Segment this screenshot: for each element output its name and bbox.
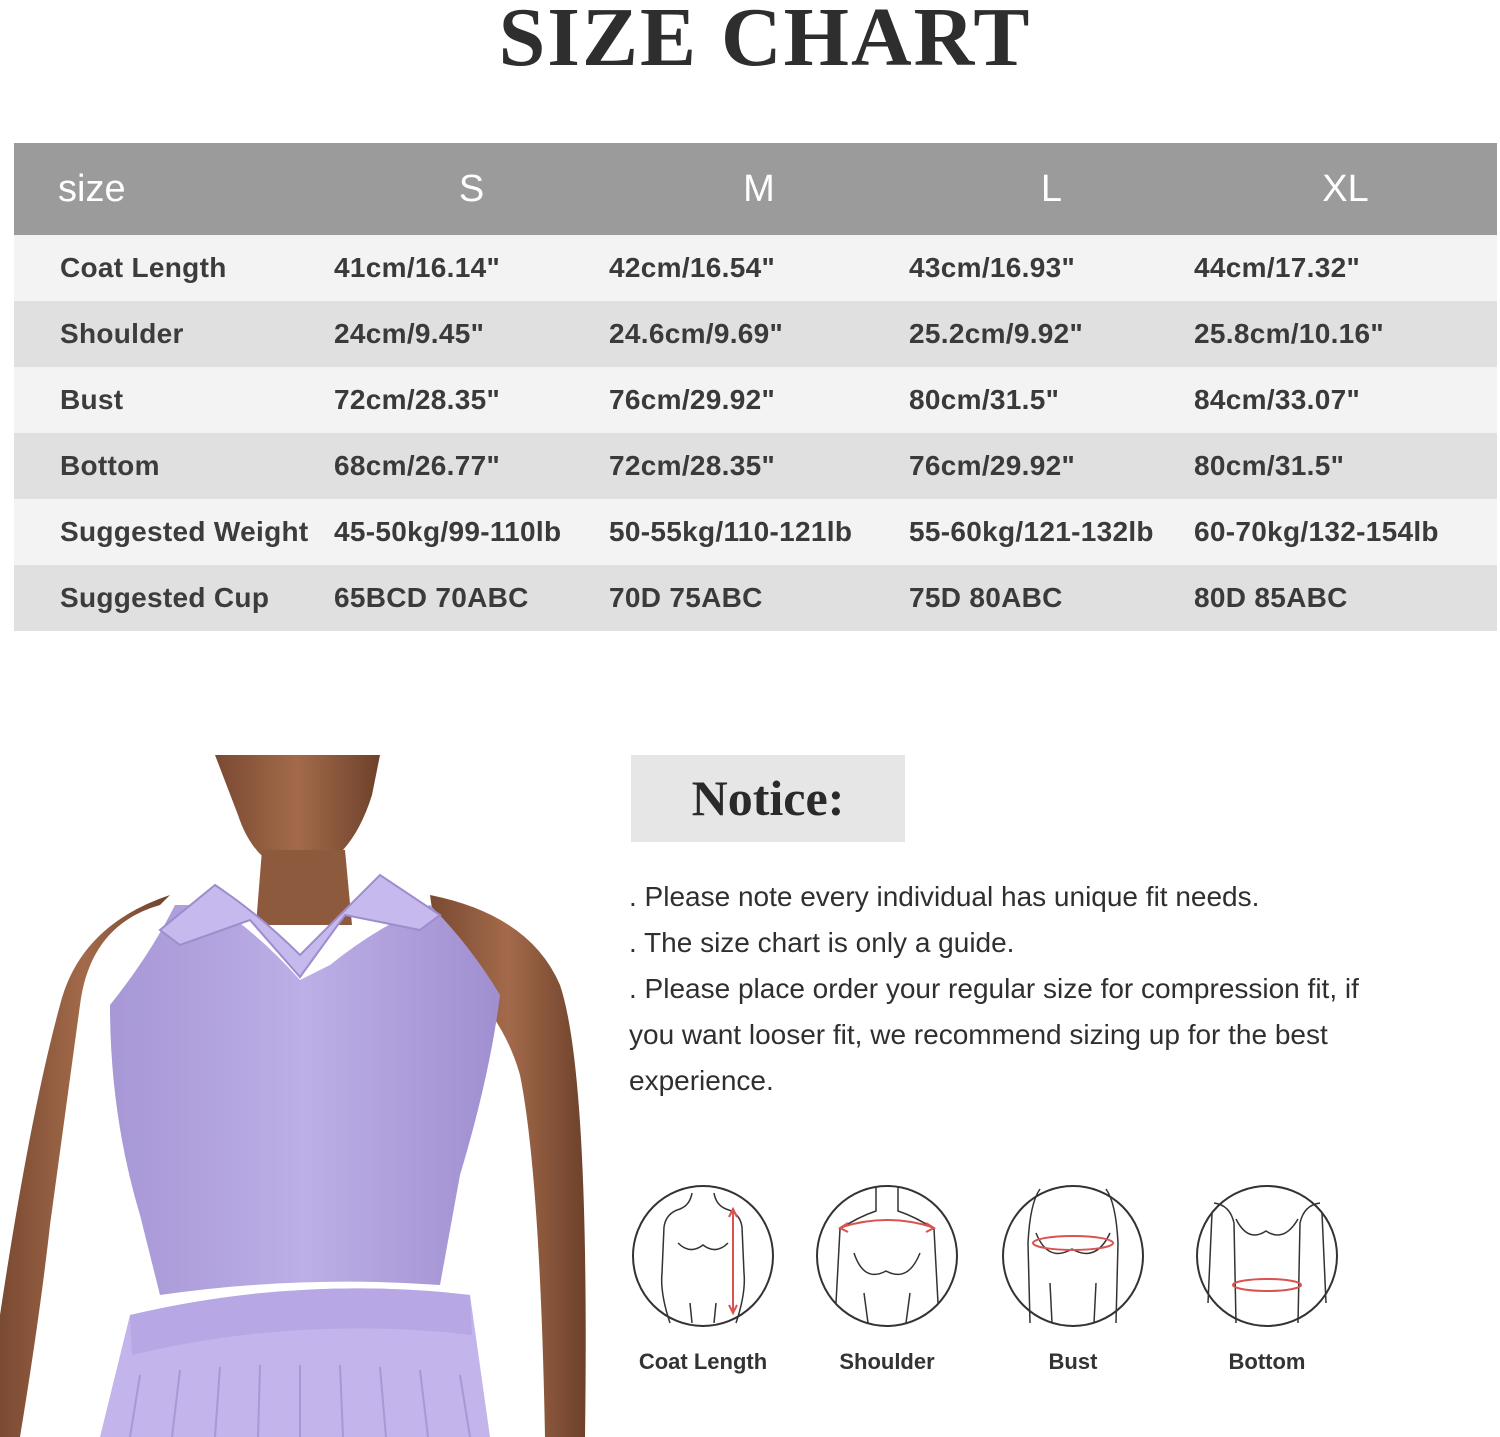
measure-bottom xyxy=(1172,1183,1362,1375)
measure-coat-length xyxy=(608,1183,798,1375)
bottom-icon xyxy=(1194,1183,1340,1329)
table-row xyxy=(14,301,1497,367)
notice-line: experience. xyxy=(629,1065,774,1096)
row-label: Bust xyxy=(14,367,334,433)
table-cell: 65BCD 70ABC xyxy=(334,565,609,631)
product-photo xyxy=(0,755,590,1437)
table-cell: 24cm/9.45" xyxy=(334,301,609,367)
table-cell: 80cm/31.5" xyxy=(909,367,1194,433)
table-cell: 75D 80ABC xyxy=(909,565,1194,631)
notice-list xyxy=(629,874,1459,1104)
table-cell: 25.2cm/9.92" xyxy=(909,301,1194,367)
header-l: L xyxy=(909,143,1194,235)
header-size: size xyxy=(14,143,334,235)
measure-bust xyxy=(978,1183,1168,1375)
table-cell: 41cm/16.14" xyxy=(334,235,609,301)
table-cell: 80D 85ABC xyxy=(1194,565,1497,631)
page-title: SIZE CHART xyxy=(498,0,1032,84)
header-xl: XL xyxy=(1194,143,1497,235)
table-cell: 70D 75ABC xyxy=(609,565,909,631)
size-chart-table xyxy=(14,143,1497,631)
table-row xyxy=(14,565,1497,631)
notice-line: you want looser fit, we recommend sizing up for the best xyxy=(629,1019,1328,1050)
table-cell: 43cm/16.93" xyxy=(909,235,1194,301)
notice-title: Notice: xyxy=(691,770,845,826)
table-cell: 68cm/26.77" xyxy=(334,433,609,499)
table-cell: 50-55kg/110-121lb xyxy=(609,499,909,565)
table-cell: 55-60kg/121-132lb xyxy=(909,499,1194,565)
row-label: Shoulder xyxy=(14,301,334,367)
table-cell: 42cm/16.54" xyxy=(609,235,909,301)
row-label: Bottom xyxy=(14,433,334,499)
table-cell: 44cm/17.32" xyxy=(1194,235,1497,301)
notice-line: . The size chart is only a guide. xyxy=(629,927,1015,958)
measure-label: Bust xyxy=(1048,1349,1098,1374)
notice-line: . Please note every individual has unique fit needs. xyxy=(629,881,1260,912)
table-cell: 24.6cm/9.69" xyxy=(609,301,909,367)
table-cell: 25.8cm/10.16" xyxy=(1194,301,1497,367)
measure-label: Shoulder xyxy=(839,1349,935,1374)
row-label: Coat Length xyxy=(14,235,334,301)
table-row xyxy=(14,499,1497,565)
row-label: Suggested Cup xyxy=(14,565,334,631)
notice-box xyxy=(631,755,905,842)
coat-length-icon xyxy=(630,1183,776,1329)
table-row xyxy=(14,235,1497,301)
table-header-row xyxy=(14,143,1497,235)
table-row xyxy=(14,367,1497,433)
shoulder-icon xyxy=(814,1183,960,1329)
table-cell: 72cm/28.35" xyxy=(609,433,909,499)
table-cell: 80cm/31.5" xyxy=(1194,433,1497,499)
table-cell: 76cm/29.92" xyxy=(909,433,1194,499)
table-cell: 72cm/28.35" xyxy=(334,367,609,433)
table-row xyxy=(14,433,1497,499)
measure-label: Coat Length xyxy=(638,1349,768,1374)
header-s: S xyxy=(334,143,609,235)
model-wearing-crop-top-illustration xyxy=(0,755,590,1437)
table-cell: 84cm/33.07" xyxy=(1194,367,1497,433)
bust-icon xyxy=(1000,1183,1146,1329)
row-label: Suggested Weight xyxy=(14,499,334,565)
measure-shoulder xyxy=(792,1183,982,1375)
header-m: M xyxy=(609,143,909,235)
table-cell: 60-70kg/132-154lb xyxy=(1194,499,1497,565)
notice-line: . Please place order your regular size for compression fit, if xyxy=(629,973,1359,1004)
table-cell: 45-50kg/99-110lb xyxy=(334,499,609,565)
table-cell: 76cm/29.92" xyxy=(609,367,909,433)
measure-label: Bottom xyxy=(1228,1349,1306,1374)
